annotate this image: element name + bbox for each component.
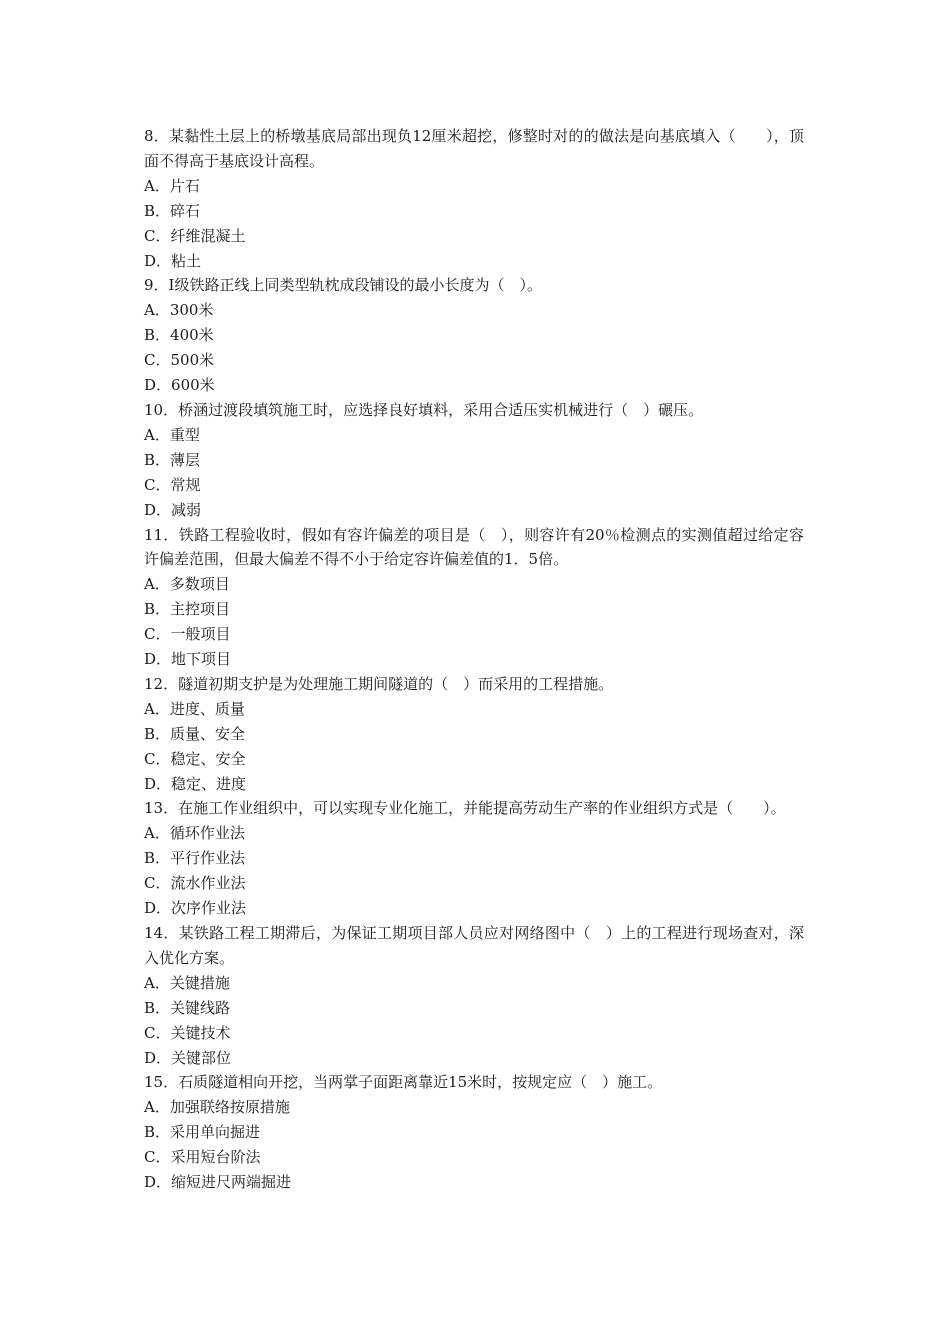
option-a: A．进度、质量: [144, 699, 245, 718]
question-13: [144, 796, 804, 921]
option-c: C．一般项目: [144, 625, 231, 644]
question-text: 15．石质隧道相向开挖，当两掌子面距离靠近15米时，按规定应（ ）施工。: [144, 1073, 663, 1092]
question-9: [144, 273, 804, 398]
question-14: [144, 921, 804, 1070]
question-11: [144, 523, 804, 672]
option-list: [144, 1095, 804, 1195]
option-c: C．稳定、安全: [144, 749, 246, 768]
option-d: D．减弱: [144, 500, 202, 519]
option-b: B．400米: [144, 326, 214, 345]
option-a: A．多数项目: [144, 575, 230, 594]
question-text: 12．隧道初期支护是为处理施工期间隧道的（ ）而采用的工程措施。: [144, 674, 614, 693]
option-b: B．采用单向掘进: [144, 1123, 261, 1142]
option-list: [144, 174, 804, 274]
option-a: A．片石: [144, 176, 200, 195]
question-text: 8．某黏性土层上的桥墩基底局部出现负12厘米超挖，修整时对的的做法是向基底填入（ ），顶面不得高于基底设计高程。: [144, 127, 804, 170]
option-list: [144, 572, 804, 672]
option-d: D．关键部位: [144, 1048, 232, 1067]
question-10: [144, 398, 804, 523]
option-c: C．流水作业法: [144, 874, 246, 893]
question-12: [144, 672, 804, 797]
option-a: A．循环作业法: [144, 824, 245, 843]
option-c: C．采用短台阶法: [144, 1148, 261, 1167]
option-b: B．平行作业法: [144, 849, 246, 868]
option-c: C．500米: [144, 351, 215, 370]
option-list: [144, 971, 804, 1071]
option-b: B．主控项目: [144, 600, 231, 619]
option-b: B．质量、安全: [144, 724, 246, 743]
question-8: [144, 124, 804, 273]
option-b: B．薄层: [144, 450, 201, 469]
question-text: 9．Ⅰ级铁路正线上同类型轨枕成段铺设的最小长度为（ ）。: [144, 276, 542, 295]
option-d: D．次序作业法: [144, 899, 247, 918]
question-list: [144, 124, 804, 1195]
option-c: C．纤维混凝土: [144, 226, 246, 245]
option-d: D．稳定、进度: [144, 774, 247, 793]
option-d: D．缩短进尺两端掘进: [144, 1173, 292, 1192]
question-text: 11．铁路工程验收时，假如有容许偏差的项目是（ ），则容许有20％检测点的实测值超过给定容许偏差范围，但最大偏差不得不小于给定容许偏差值的1．5倍。: [144, 525, 804, 569]
option-list: [144, 298, 804, 398]
option-a: A．关键措施: [144, 973, 230, 992]
option-list: [144, 821, 804, 921]
option-list: [144, 697, 804, 797]
question-text: 10．桥涵过渡段填筑施工时，应选择良好填料，采用合适压实机械进行（ ）碾压。: [144, 400, 704, 419]
option-d: D．地下项目: [144, 650, 232, 669]
option-list: [144, 423, 804, 523]
question-15: [144, 1070, 804, 1195]
option-c: C．常规: [144, 475, 201, 494]
option-a: A．300米: [144, 301, 214, 320]
option-d: D．粘土: [144, 251, 202, 270]
question-text: 14．某铁路工程工期滞后，为保证工期项目部人员应对网络图中（ ）上的工程进行现场查对，深入优化方案。: [144, 924, 804, 967]
option-b: B．关键线路: [144, 998, 231, 1017]
option-c: C．关键技术: [144, 1023, 231, 1042]
option-a: A．加强联络按原措施: [144, 1098, 290, 1117]
option-b: B．碎石: [144, 201, 201, 220]
option-d: D．600米: [144, 376, 215, 395]
option-a: A．重型: [144, 425, 200, 444]
question-text: 13．在施工作业组织中，可以实现专业化施工，并能提高劳动生产率的作业组织方式是（ ）。: [144, 799, 786, 818]
